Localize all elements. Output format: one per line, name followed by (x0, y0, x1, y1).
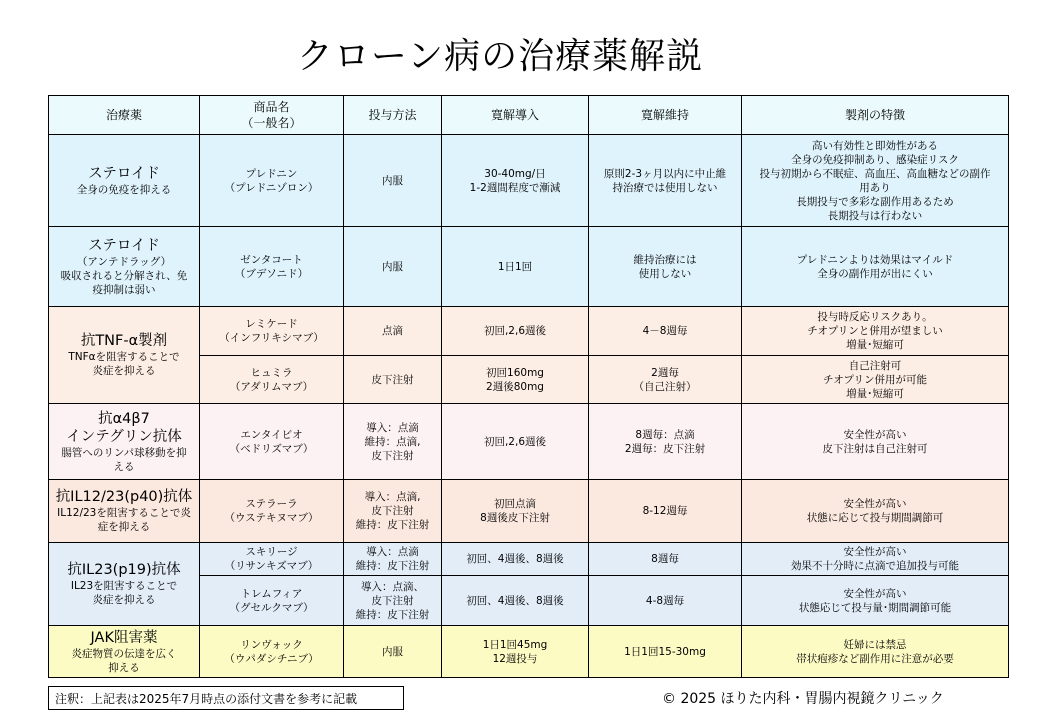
induction-cell: 初回,2,6週後 (442, 404, 589, 480)
route-cell: 導入：点滴 維持：点滴, 皮下注射 (344, 404, 442, 480)
header-maintenance: 寛解維持 (589, 96, 742, 135)
route-cell: 導入：点滴 維持：皮下注射 (344, 543, 442, 576)
brand-name-cell: ヒュミラ （アダリムマブ） (200, 356, 344, 404)
drug-class-cell (49, 227, 200, 307)
drug-class-description: （アンテドラッグ） 吸収されると分解され、免 疫抑制は弱い (60, 255, 188, 296)
drug-class-description: TNFαを阻害することで 炎症を抑える (68, 351, 180, 377)
route-cell: 導入：点滴, 皮下注射 維持：皮下注射 (344, 480, 442, 543)
features-cell: プレドニンよりは効果はマイルド 全身の副作用が出にくい (742, 227, 1009, 307)
drug-class-cell (49, 626, 200, 678)
drug-class-description: IL12/23を阻害することで炎 症を抑える (57, 507, 191, 533)
drug-table (48, 95, 1009, 678)
route-cell: 内服 (344, 135, 442, 227)
drug-class-name: 抗TNF-α製剤 (80, 333, 168, 349)
table-header-row (49, 96, 1009, 135)
drug-class-cell (49, 135, 200, 227)
drug-class-cell (49, 404, 200, 480)
maintenance-cell: 2週毎 （自己注射） (589, 356, 742, 404)
features-cell: 高い有効性と即効性がある 全身の免疫抑制あり、感染症リスク 投与初期から不眠症、高血圧、高血糖などの副作 用あり 長期投与で多彩な副作用あるため 長期投与は行わない (742, 135, 1009, 227)
route-cell: 皮下注射 (344, 356, 442, 404)
drug-class-name: ステロイド (88, 237, 160, 254)
header-route: 投与方法 (344, 96, 442, 135)
induction-cell: 初回,2,6週後 (442, 307, 589, 356)
table-row (49, 543, 1009, 576)
maintenance-cell: 4-8週毎 (589, 576, 742, 626)
features-cell: 投与時反応リスクあり。 チオプリンと併用が望ましい 増量･短縮可 (742, 307, 1009, 356)
header-features: 製剤の特徴 (742, 96, 1009, 135)
maintenance-cell: 1日1回15-30mg (589, 626, 742, 678)
induction-cell: 初回点滴 8週後皮下注射 (442, 480, 589, 543)
brand-name-cell: トレムフィア （グセルクマブ） (200, 576, 344, 626)
maintenance-cell: 8週毎 (589, 543, 742, 576)
drug-class-name: 抗IL12/23(p40)抗体 (55, 489, 193, 505)
drug-class-name: 抗α4β7 インテグリン抗体 (66, 410, 182, 445)
page-title: クローン病の治療薬解説 (296, 36, 704, 77)
brand-name-cell: リンヴォック （ウパダシチニブ） (200, 626, 344, 678)
drug-class-name: ステロイド (88, 165, 160, 182)
features-cell: 妊婦には禁忌 帯状疱疹など副作用に注意が必要 (742, 626, 1009, 678)
table-row (49, 307, 1009, 356)
maintenance-cell: 8週毎：点滴 2週毎：皮下注射 (589, 404, 742, 480)
drug-class-name: 抗IL23(p19)抗体 (67, 562, 181, 578)
drug-class-description: IL23を阻害することで 炎症を抑える (70, 580, 178, 606)
features-cell: 安全性が高い 効果不十分時に点滴で追加投与可能 (742, 543, 1009, 576)
table-row (49, 626, 1009, 678)
features-cell: 自己注射可 チオプリン併用が可能 増量･短縮可 (742, 356, 1009, 404)
header-brand-name: 商品名 （一般名） (200, 96, 344, 135)
maintenance-cell: 原則2-3ヶ月以内に中止維 持治療では使用しない (589, 135, 742, 227)
brand-name-cell: エンタイビオ （ベドリズマブ） (200, 404, 344, 480)
drug-class-description: 炎症物質の伝達を広く 抑える (71, 647, 177, 674)
drug-class-name: JAK阻害薬 (90, 629, 158, 646)
induction-cell: 30-40mg/日 1-2週間程度で漸減 (442, 135, 589, 227)
table-row (49, 135, 1009, 227)
table-row (49, 480, 1009, 543)
brand-name-cell: ゼンタコート （ブデソニド） (200, 227, 344, 307)
route-cell: 導入：点滴、 皮下注射 維持：皮下注射 (344, 576, 442, 626)
copyright: © 2025 ほりた内科・胃腸内視鏡クリニック (662, 691, 944, 707)
induction-cell: 1日1回 (442, 227, 589, 307)
maintenance-cell: 維持治療には 使用しない (589, 227, 742, 307)
drug-class-cell (49, 307, 200, 404)
drug-class-description: 腸管へのリンパ球移動を抑 える (61, 446, 187, 473)
maintenance-cell: 8-12週毎 (589, 480, 742, 543)
features-cell: 安全性が高い 状態応じて投与量･期間調節可能 (742, 576, 1009, 626)
features-cell: 安全性が高い 状態に応じて投与期間調節可 (742, 480, 1009, 543)
induction-cell: 初回、4週後、8週後 (442, 543, 589, 576)
header-induction: 寛解導入 (442, 96, 589, 135)
table-row (49, 227, 1009, 307)
brand-name-cell: プレドニン （プレドニゾロン） (200, 135, 344, 227)
route-cell: 点滴 (344, 307, 442, 356)
route-cell: 内服 (344, 626, 442, 678)
brand-name-cell: ステラーラ （ウステキヌマブ） (200, 480, 344, 543)
induction-cell: 1日1回45mg 12週投与 (442, 626, 589, 678)
maintenance-cell: 4－8週毎 (589, 307, 742, 356)
brand-name-cell: レミケード （インフリキシマブ） (200, 307, 344, 356)
drug-class-cell (49, 543, 200, 626)
induction-cell: 初回、4週後、8週後 (442, 576, 589, 626)
table-row (49, 404, 1009, 480)
features-cell: 安全性が高い 皮下注射は自己注射可 (742, 404, 1009, 480)
footnote: 注釈：上記表は2025年7月時点の添付文書を参考に記載 (48, 686, 404, 710)
drug-class-description: 全身の免疫を抑える (76, 183, 172, 196)
drug-class-cell (49, 480, 200, 543)
header-drug-class: 治療薬 (49, 96, 200, 135)
induction-cell: 初回160mg 2週後80mg (442, 356, 589, 404)
route-cell: 内服 (344, 227, 442, 307)
brand-name-cell: スキリージ （リサンキズマブ） (200, 543, 344, 576)
